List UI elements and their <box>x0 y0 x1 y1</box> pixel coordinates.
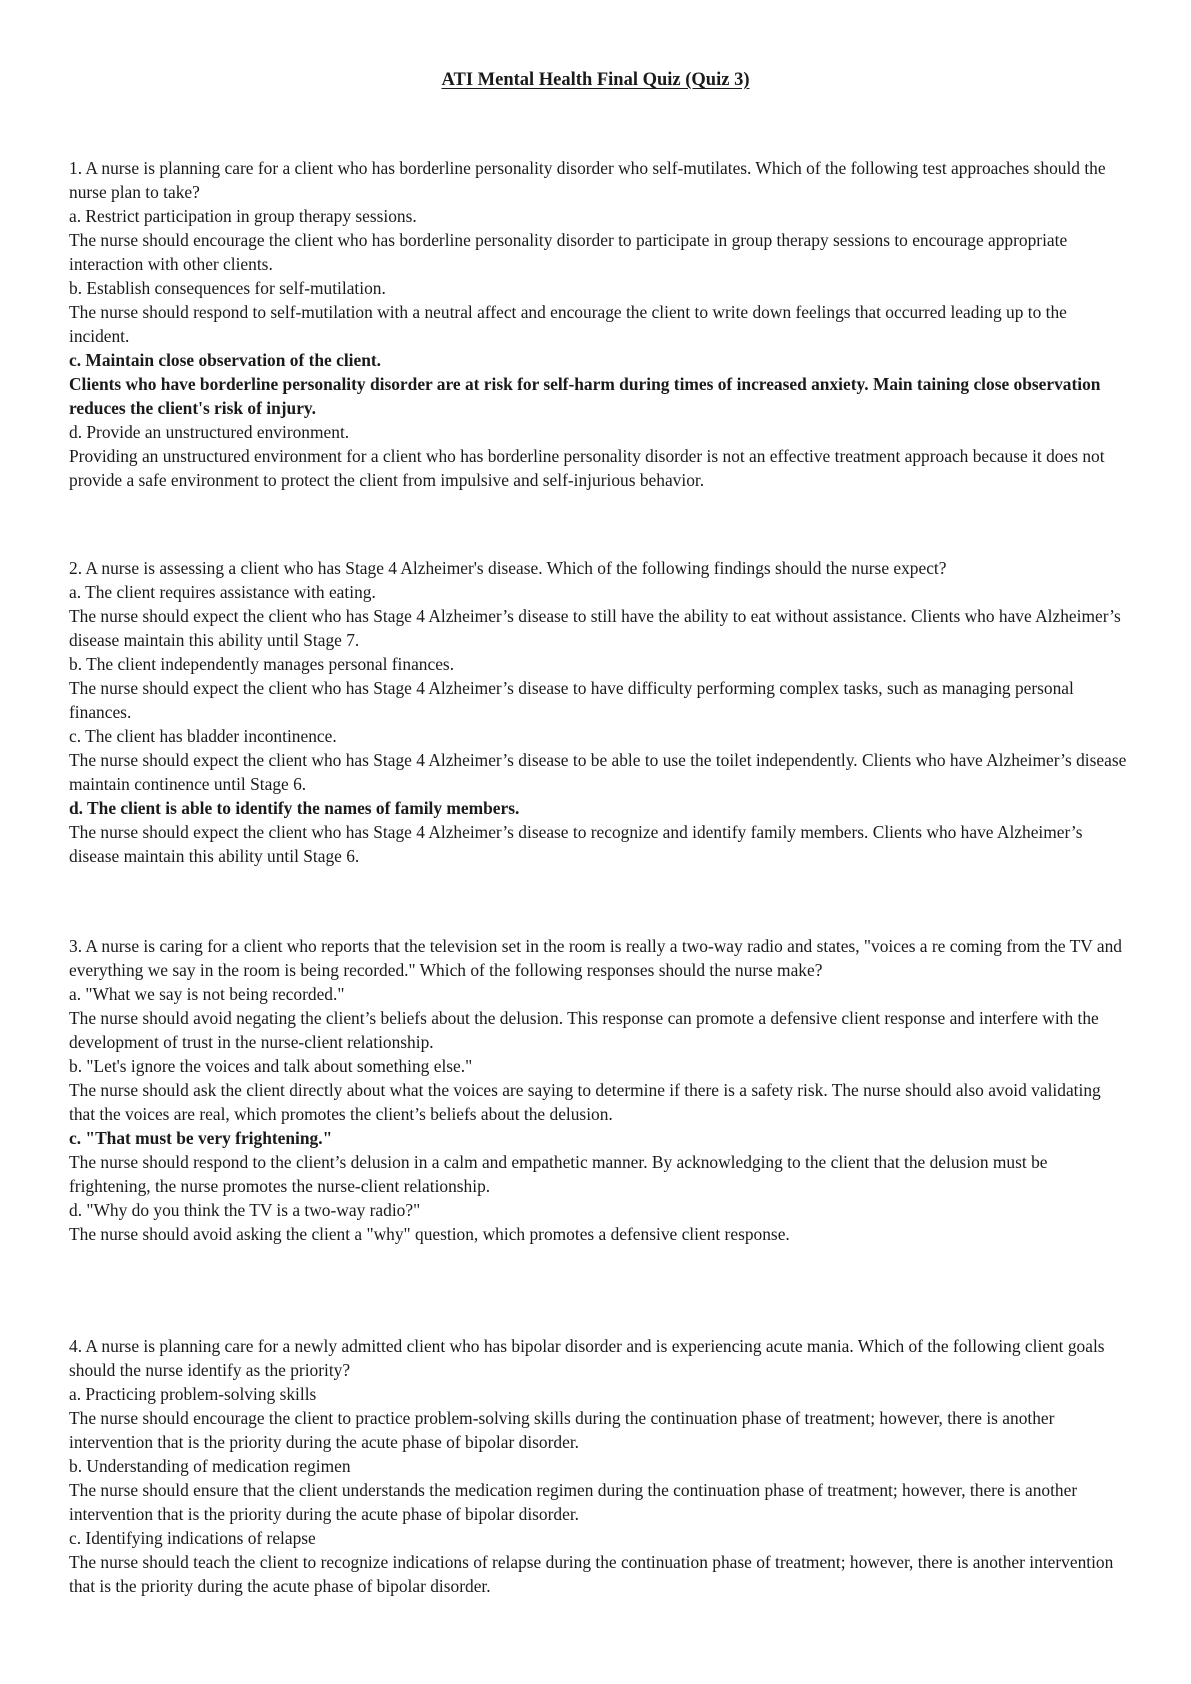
answer-rationale: The nurse should avoid asking the client a "why" question, which promotes a defensive client response. <box>69 1224 790 1244</box>
answer-rationale: The nurse should respond to self-mutilation with a neutral affect and encourage the client to write down feelings that occurred leading up to the incident. <box>69 302 1067 346</box>
correct-answer-option: c. Maintain close observation of the client. <box>69 350 382 370</box>
answer-option: c. Identifying indications of relapse <box>69 1528 316 1548</box>
answer-rationale: Providing an unstructured environment for a client who has borderline personality disorder is not an effective treatment approach because it does not provide a safe environment to protect the client from impulsive and self-injurious behavior. <box>69 446 1105 490</box>
answer-option: a. "What we say is not being recorded." <box>69 984 345 1004</box>
question-stem: 2. A nurse is assessing a client who has Stage 4 Alzheimer's disease. Which of the following findings should the nurse expect? <box>69 558 947 578</box>
answer-option: b. Understanding of medication regimen <box>69 1456 351 1476</box>
answer-rationale: The nurse should expect the client who has Stage 4 Alzheimer’s disease to recognize and identify family members. Clients who have Alzheimer’s disease maintain this ability until Stage 6. <box>69 822 1083 866</box>
answer-rationale: The nurse should avoid negating the client’s beliefs about the delusion. This response can promote a defensive client response and interfere with the development of trust in the nurse-client relationship. <box>69 1008 1099 1052</box>
answer-option: d. Provide an unstructured environment. <box>69 422 350 442</box>
correct-answer-option: d. The client is able to identify the names of family members. <box>69 798 520 818</box>
answer-option: a. Practicing problem-solving skills <box>69 1384 317 1404</box>
correct-answer-option: c. "That must be very frightening." <box>69 1128 333 1148</box>
answer-rationale: The nurse should ensure that the client understands the medication regimen during the continuation phase of treatment; however, there is another intervention that is the priority during the acute phase of bipolar disorder. <box>69 1480 1078 1524</box>
answer-option: d. "Why do you think the TV is a two-way radio?" <box>69 1200 421 1220</box>
document-title: ATI Mental Health Final Quiz (Quiz 3) <box>441 70 750 90</box>
answer-rationale: The nurse should respond to the client’s delusion in a calm and empathetic manner. By acknowledging to the client that the delusion must be frightening, the nurse promotes the nurse-client relationship. <box>69 1152 1048 1196</box>
question-block <box>69 556 1131 868</box>
answer-rationale: The nurse should encourage the client who has borderline personality disorder to participate in group therapy sessions to encourage appropriate interaction with other clients. <box>69 230 1068 274</box>
answer-rationale: The nurse should ask the client directly about what the voices are saying to determine if there is a safety risk. The nurse should also avoid validating that the voices are real, which promotes the client’s beliefs about the delusion. <box>69 1080 1101 1124</box>
question-block <box>69 1334 1131 1598</box>
answer-option: b. Establish consequences for self-mutilation. <box>69 278 386 298</box>
question-block <box>69 934 1131 1246</box>
question-stem: 1. A nurse is planning care for a client who has borderline personality disorder who self-mutilates. Which of the following test approaches should the nurse plan to take? <box>69 158 1106 202</box>
answer-rationale: The nurse should encourage the client to practice problem-solving skills during the continuation phase of treatment; however, there is another intervention that is the priority during the acute phase of bipolar disorder. <box>69 1408 1055 1452</box>
correct-answer-rationale: Clients who have borderline personality disorder are at risk for self-harm during times of increased anxiety. Main taining close observation reduces the client's risk of injury. <box>69 374 1101 418</box>
answer-option: a. Restrict participation in group therapy sessions. <box>69 206 417 226</box>
question-stem: 3. A nurse is caring for a client who reports that the television set in the room is really a two-way radio and states, "voices a re coming from the TV and everything we say in the room is being recorded." Which of the following responses should the nurse make? <box>69 936 1122 980</box>
question-stem: 4. A nurse is planning care for a newly admitted client who has bipolar disorder and is experiencing acute mania. Which of the following client goals should the nurse identify as the priority? <box>69 1336 1105 1380</box>
answer-rationale: The nurse should expect the client who has Stage 4 Alzheimer’s disease to be able to use the toilet independently. Clients who have Alzheimer’s disease maintain continence until Stage 6. <box>69 750 1127 794</box>
answer-rationale: The nurse should expect the client who has Stage 4 Alzheimer’s disease to still have the ability to eat without assistance. Clients who have Alzheimer’s disease maintain this ability until Stage 7. <box>69 606 1121 650</box>
answer-rationale: The nurse should teach the client to recognize indications of relapse during the continuation phase of treatment; however, there is another intervention that is the priority during the acute phase of bipolar disorder. <box>69 1552 1114 1596</box>
answer-option: b. The client independently manages personal finances. <box>69 654 455 674</box>
answer-option: c. The client has bladder incontinence. <box>69 726 337 746</box>
answer-rationale: The nurse should expect the client who has Stage 4 Alzheimer’s disease to have difficulty performing complex tasks, such as managing personal finances. <box>69 678 1074 722</box>
question-block <box>69 156 1131 492</box>
answer-option: b. "Let's ignore the voices and talk about something else." <box>69 1056 473 1076</box>
answer-option: a. The client requires assistance with eating. <box>69 582 376 602</box>
